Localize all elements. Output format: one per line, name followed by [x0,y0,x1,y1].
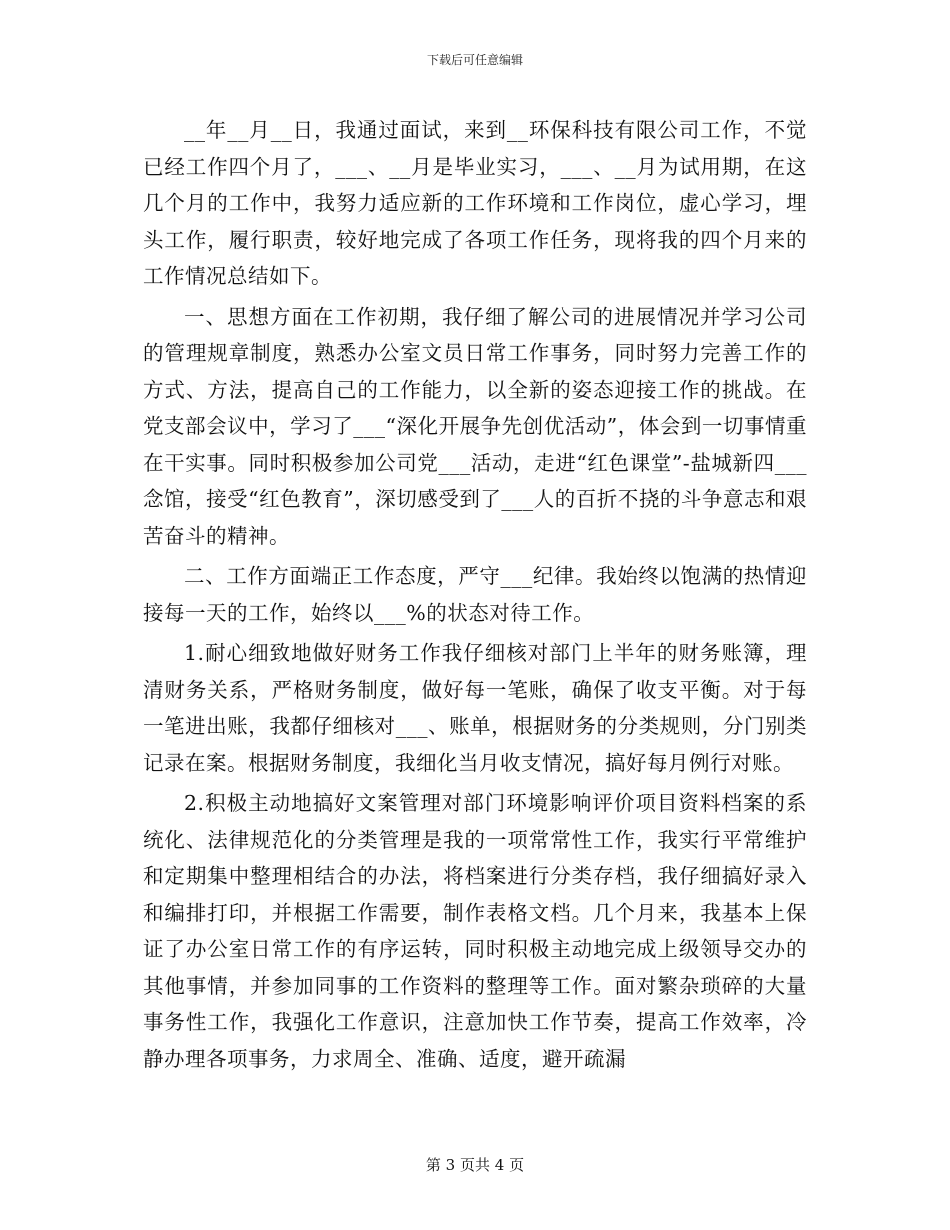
page-header: 下载后可任意编辑 [426,53,523,67]
paragraph-archive: 2.积极主动地搞好文案管理对部门环境影响评价项目资料档案的系统化、法律规范化的分类管理是我的一项常常性工作，我实行平常维护和定期集中整理相结合的办法，将档案进行分类存档，我仔细搞好录入和编排打印，并根据工作需要，制作表格文档。几个月来，我基本上保证了办公室日常工作的有序运转，同时积极主动地完成上级领导交办的其他事情，并参加同事的工作资料的整理等工作。面对繁杂琐碎的大量事务性工作，我强化工作意识，注意加快工作节奏，提高工作效率，冷静办理各项事务，力求周全、准确、适度，避开疏漏 [143,791,807,1071]
paragraph-thought: 一、思想方面在工作初期，我仔细了解公司的进展情况并学习公司的管理规章制度，熟悉办公室文员日常工作事务，同时努力完善工作的方式、方法，提高自己的工作能力，以全新的姿态迎接工作的挑战。在党支部会议中，学习了___“深化开展争先创优活动”，体会到一切事情重在干实事。同时积极参加公司党___活动，走进“红色课堂”-盐城新四___念馆，接受“红色教育”，深切感受到了___人的百折不挠的斗争意志和艰苦奋斗的精神。 [143,304,807,548]
paragraph-work: 二、工作方面端正工作态度，严守___纪律。我始终以饱满的热情迎接每一天的工作，始终以___%的状态对待工作。 [143,564,807,625]
page-number-footer: 第 3 页共 4 页 [425,1156,525,1174]
document-body [143,112,807,1077]
paragraph-intro: __年__月__日，我通过面试，来到__环保科技有限公司工作，不觉已经工作四个月了，___、__月是毕业实习，___、__月为试用期，在这几个月的工作中，我努力适应新的工作环境和工作岗位，虚心学习，埋头工作，履行职责，较好地完成了各项工作任务，现将我的四个月来的工作情况总结如下。 [143,118,807,288]
paragraph-finance: 1.耐心细致地做好财务工作我仔细核对部门上半年的财务账簿，理清财务关系，严格财务制度，做好每一笔账，确保了收支平衡。对于每一笔进出账，我都仔细核对___、账单，根据财务的分类规则，分门别类记录在案。根据财务制度，我细化当月收支情况，搞好每月例行对账。 [143,641,807,775]
